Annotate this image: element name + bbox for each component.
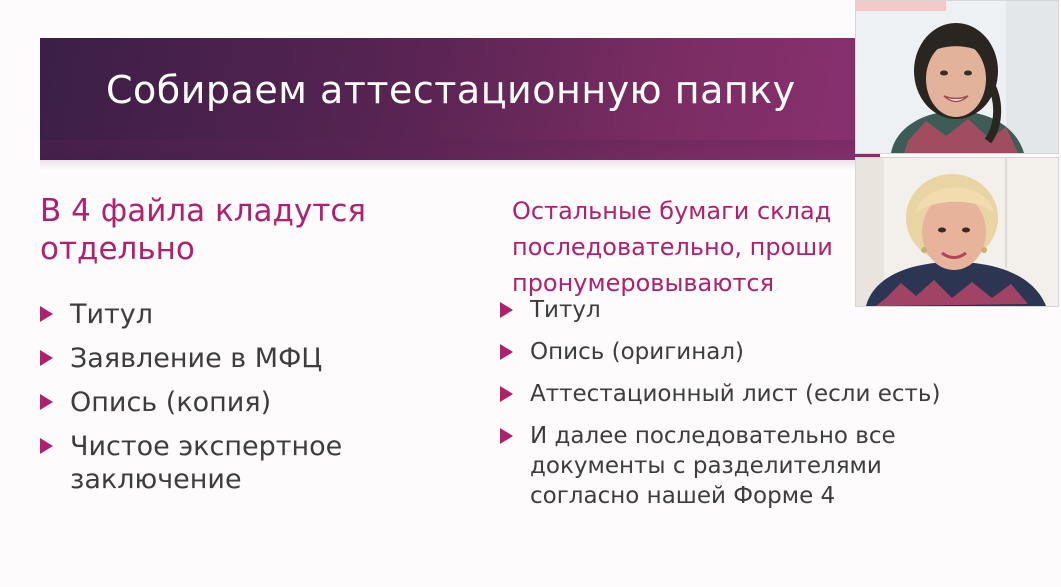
participant-video-icon xyxy=(856,1,1058,153)
left-bullet-list xyxy=(40,298,440,507)
right-column-heading xyxy=(512,193,857,301)
bullet-text: Опись (копия) xyxy=(70,387,272,418)
right-heading-line: Остальные бумаги склад xyxy=(512,197,832,225)
bullet-arrow-icon xyxy=(500,386,513,402)
bullet-arrow-icon xyxy=(40,394,53,410)
bullet-text: И далее последовательно все документы с разделителями согласно нашей Форме 4 xyxy=(530,423,896,509)
slide-title: Собираем аттестационную папку xyxy=(106,68,796,112)
bullet-arrow-icon xyxy=(500,302,513,318)
left-bullet-item xyxy=(40,342,440,375)
left-bullet-item xyxy=(40,430,440,496)
right-bullet-item xyxy=(500,421,1000,511)
bullet-text: Титул xyxy=(70,299,154,330)
right-bullet-item xyxy=(500,337,1000,367)
bullet-text: Аттестационный лист (если есть) xyxy=(530,381,941,407)
left-bullet-item xyxy=(40,298,440,331)
left-bullet-item xyxy=(40,386,440,419)
bullet-arrow-icon xyxy=(40,438,53,454)
bullet-arrow-icon xyxy=(500,428,513,444)
title-band-shadow xyxy=(40,140,880,170)
participant-video-tile-2[interactable] xyxy=(855,157,1059,307)
right-heading-line: пронумеровываются xyxy=(512,269,775,297)
participant-video-icon xyxy=(856,158,1058,306)
bullet-arrow-icon xyxy=(40,350,53,366)
bullet-arrow-icon xyxy=(500,344,513,360)
left-column-heading: В 4 файла кладутся отдельно xyxy=(40,193,367,267)
bullet-text: Титул xyxy=(530,297,601,323)
participant-video-tile-1[interactable] xyxy=(855,0,1059,154)
bullet-text: Опись (оригинал) xyxy=(530,339,745,365)
right-bullet-list xyxy=(500,295,1000,523)
bullet-text: Заявление в МФЦ xyxy=(70,343,323,374)
right-bullet-item xyxy=(500,379,1000,409)
bullet-text: Чистое экспертное заключение xyxy=(70,431,343,495)
bullet-arrow-icon xyxy=(40,306,53,322)
right-heading-line: последовательно, проши xyxy=(512,233,833,261)
